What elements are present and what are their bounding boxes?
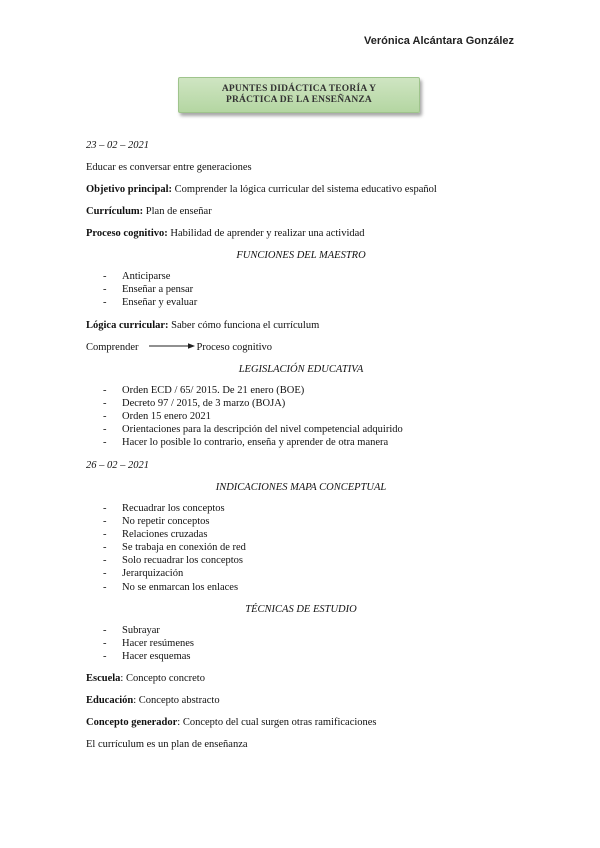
list-item	[86, 637, 516, 650]
list-item	[86, 650, 516, 663]
mapa-list	[86, 502, 516, 594]
list-item-text: Hacer resúmenes	[122, 638, 195, 649]
list-item	[86, 410, 516, 423]
dash-bullet: -	[103, 555, 107, 567]
list-item-text: Orientaciones para la descripción del nivel competencial adquirido	[122, 424, 403, 436]
list-item	[86, 515, 516, 528]
list-item-text: Orden 15 enero 2021	[122, 410, 211, 422]
notes-content	[86, 139, 516, 751]
dash-bullet: -	[103, 502, 107, 514]
final-paragraph: El currículum es un plan de enseñanza	[86, 739, 248, 751]
author-name: Verónica Alcántara González	[364, 35, 514, 47]
list-item	[86, 296, 516, 309]
list-item-text: Solo recuadrar los conceptos	[122, 555, 244, 567]
list-item	[86, 423, 516, 436]
dash-bullet: -	[103, 284, 107, 296]
objetivo-paragraph	[86, 183, 516, 196]
tecnicas-heading: TÉCNICAS DE ESTUDIO	[245, 603, 357, 615]
list-item	[86, 528, 516, 541]
list-item	[86, 581, 516, 594]
generador-text: : Concepto del cual surgen otras ramificaciones	[177, 717, 377, 729]
list-item-text: Enseñar a pensar	[122, 284, 194, 296]
objetivo-text: Comprender la lógica curricular del sistema educativo español	[172, 184, 437, 195]
list-item-text: No se enmarcan los enlaces	[122, 581, 239, 593]
dash-bullet: -	[103, 410, 107, 422]
funciones-list	[86, 270, 516, 310]
dash-bullet: -	[103, 384, 107, 396]
educacion-label: Educación	[86, 695, 134, 707]
list-item-text: Orden ECD / 65/ 2015. De 21 enero (BOE)	[122, 384, 305, 396]
logica-label: Lógica curricular:	[86, 319, 169, 331]
objetivo-label: Objetivo principal:	[86, 184, 173, 195]
dash-bullet: -	[103, 397, 107, 409]
list-item-text: Subrayar	[122, 624, 160, 636]
comprender-left: Comprender	[86, 341, 139, 353]
list-item	[86, 384, 516, 397]
educacion-text: : Concepto abstracto	[133, 695, 220, 707]
list-item-text: Relaciones cruzadas	[122, 528, 208, 540]
dash-bullet: -	[103, 542, 107, 554]
comprender-right: Proceso cognitivo	[196, 341, 273, 353]
list-item	[86, 283, 516, 296]
comprender-row	[86, 341, 516, 354]
curriculum-label: Currículum:	[86, 206, 144, 217]
legislacion-heading: LEGISLACIÓN EDUCATIVA	[238, 363, 364, 375]
generador-label: Concepto generador	[86, 717, 178, 729]
date-2: 26 – 02 – 2021	[86, 459, 149, 471]
legislacion-list	[86, 384, 516, 450]
proceso-paragraph	[86, 227, 516, 240]
dash-bullet: -	[103, 624, 107, 636]
list-item-text: Enseñar y evaluar	[122, 297, 198, 309]
list-item-text: Hacer lo posible lo contrario, enseña y aprender de otra manera	[122, 437, 389, 449]
escuela-label: Escuela	[86, 673, 121, 685]
dash-bullet: -	[103, 271, 107, 282]
list-item	[86, 270, 516, 283]
list-item	[86, 554, 516, 567]
list-item-text: Anticiparse	[122, 271, 171, 282]
mapa-heading: INDICACIONES MAPA CONCEPTUAL	[215, 481, 387, 493]
logica-text: Saber cómo funciona el currículum	[168, 319, 320, 331]
list-item-text: Recuadrar los conceptos	[122, 502, 225, 514]
list-item	[86, 397, 516, 410]
dash-bullet: -	[103, 424, 107, 436]
dash-bullet: -	[103, 437, 107, 449]
dash-bullet: -	[103, 528, 107, 540]
right-arrow-icon	[149, 341, 195, 354]
proceso-label: Proceso cognitivo:	[86, 228, 168, 239]
generador-paragraph	[86, 716, 516, 729]
escuela-paragraph	[86, 672, 516, 685]
educacion-paragraph	[86, 694, 516, 707]
curriculum-text: Plan de enseñar	[143, 206, 212, 217]
list-item-text: Hacer esquemas	[122, 651, 191, 663]
funciones-heading: FUNCIONES DEL MAESTRO	[236, 250, 366, 261]
dash-bullet: -	[103, 568, 107, 580]
intro-text: Educar es conversar entre generaciones	[86, 162, 252, 173]
proceso-text: Habilidad de aprender y realizar una actividad	[167, 228, 365, 239]
dash-bullet: -	[103, 297, 107, 309]
title-line-2: PRÁCTICA DE LA ENSEÑANZA	[225, 95, 372, 105]
date-1: 23 – 02 – 2021	[86, 140, 149, 151]
list-item	[86, 502, 516, 515]
dash-bullet: -	[103, 581, 107, 593]
dash-bullet: -	[103, 638, 107, 649]
list-item-text: Decreto 97 / 2015, de 3 marzo (BOJA)	[122, 397, 286, 409]
list-item	[86, 567, 516, 580]
list-item-text: Jerarquización	[122, 568, 184, 580]
dash-bullet: -	[103, 651, 107, 663]
tecnicas-list	[86, 624, 516, 664]
list-item	[86, 436, 516, 449]
title-banner	[178, 77, 420, 113]
title-line-1: APUNTES DIDÁCTICA TEORÍA Y	[221, 84, 377, 94]
curriculum-paragraph	[86, 205, 516, 218]
list-item	[86, 624, 516, 637]
dash-bullet: -	[103, 515, 107, 527]
list-item-text: No repetir conceptos	[122, 515, 210, 527]
list-item-text: Se trabaja en conexión de red	[122, 542, 246, 554]
logica-paragraph	[86, 319, 516, 332]
list-item	[86, 541, 516, 554]
escuela-text: : Concepto concreto	[120, 673, 205, 685]
